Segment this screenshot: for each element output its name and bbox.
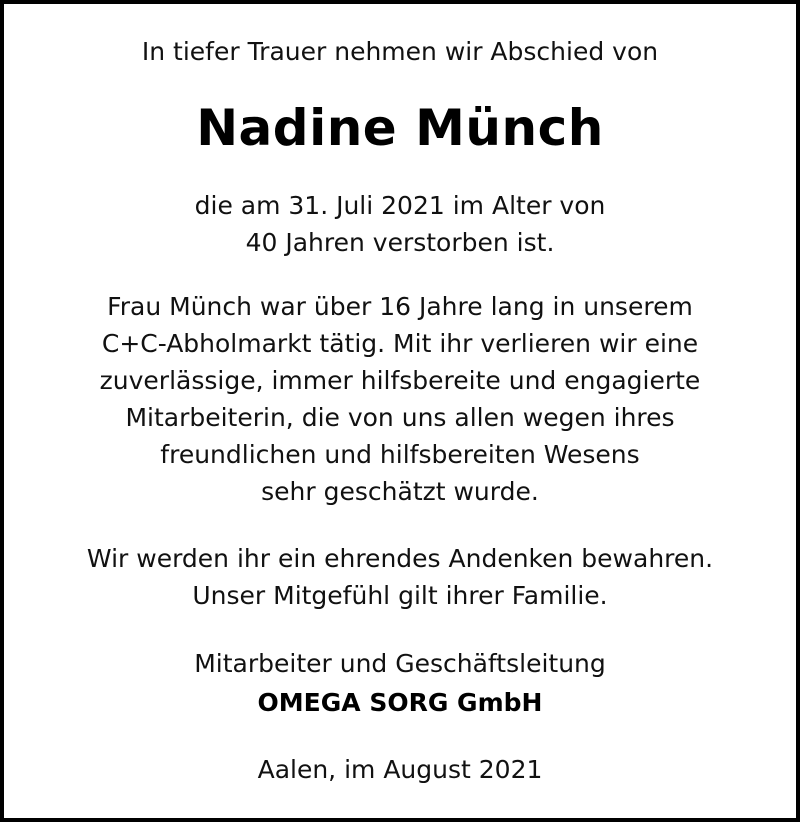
- tribute-line-3: zuverlässige, immer hilfsbereite und engagierte: [99, 366, 701, 395]
- death-line-2: 40 Jahren verstorben ist.: [245, 228, 555, 257]
- place-date: Aalen, im August 2021: [257, 755, 543, 784]
- signature-line: Mitarbeiter und Geschäftsleitung: [194, 649, 606, 678]
- intro-text: In tiefer Trauer nehmen wir Abschied von: [141, 37, 659, 66]
- death-line-1: die am 31. Juli 2021 im Alter von: [194, 191, 606, 220]
- tribute-line-6: sehr geschätzt wurde.: [261, 477, 539, 506]
- tribute-line-5: freundlichen und hilfsbereiten Wesens: [160, 440, 640, 469]
- tribute-line-2: C+C-Abholmarkt tätig. Mit ihr verlieren wir eine: [101, 329, 699, 358]
- deceased-name: Nadine Münch: [196, 99, 604, 157]
- tribute-line-1: Frau Münch war über 16 Jahre lang in unserem: [107, 292, 693, 321]
- tribute-line-4: Mitarbeiterin, die von uns allen wegen ihres: [125, 403, 675, 432]
- company-name: OMEGA SORG GmbH: [257, 688, 543, 717]
- closing-line-1: Wir werden ihr ein ehrendes Andenken bewahren.: [86, 544, 714, 573]
- closing-line-2: Unser Mitgefühl gilt ihrer Familie.: [192, 581, 608, 610]
